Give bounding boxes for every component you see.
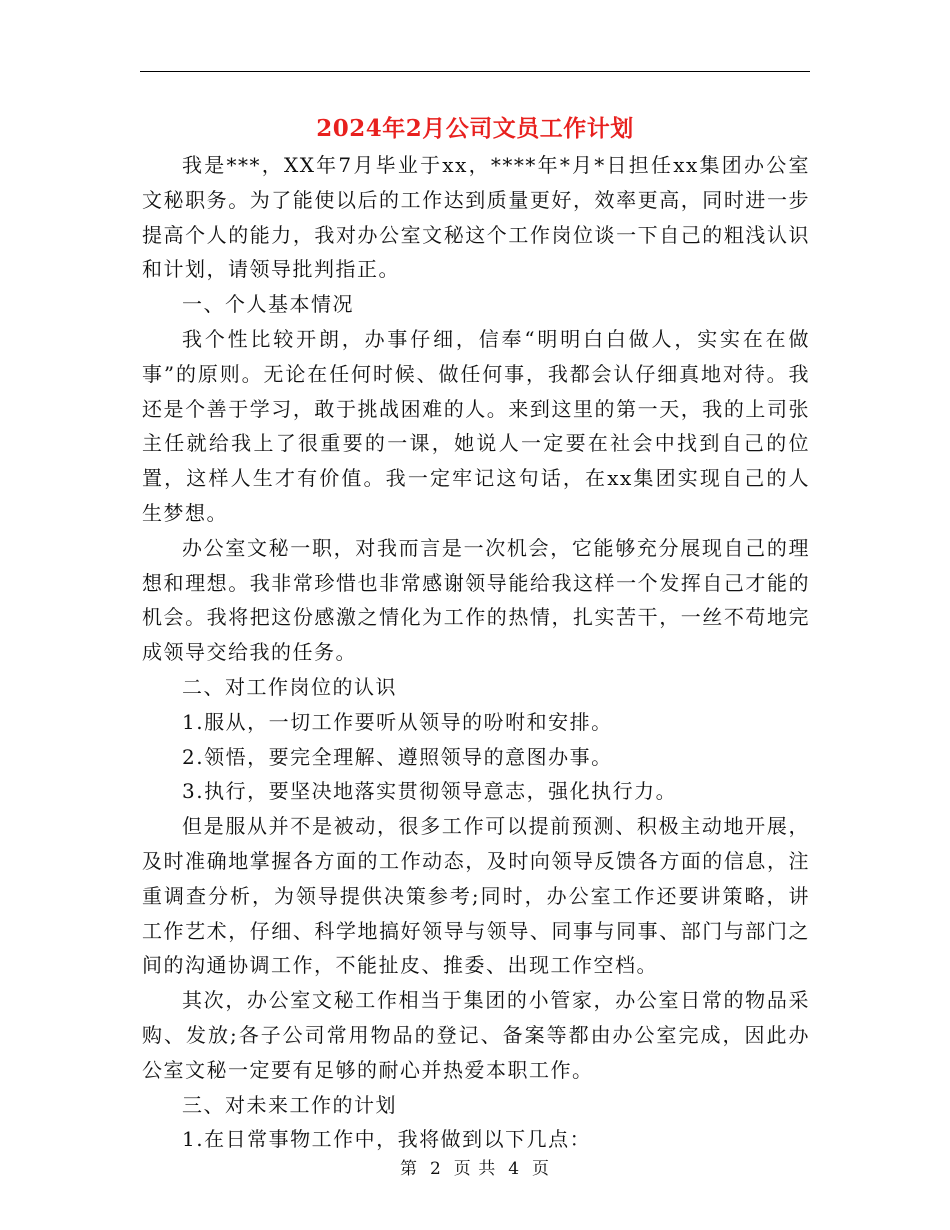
document-body (142, 148, 810, 1157)
paragraph-personal: 我个性比较开朗，办事仔细，信奉“明明白白做人，实实在在做事”的原则。无论在任何时候、做任何事，我都会认仔细真地对待。我还是个善于学习，敢于挑战困难的人。来到这里的第一天，我的上司张主任就给我上了很重要的一课，她说人一定要在社会中找到自己的位置，这样人生才有价值。我一定牢记这句话，在xx集团实现自己的人生梦想。 (142, 326, 810, 525)
list-item-3: 3.执行，要坚决地落实贯彻领导意志，强化执行力。 (182, 779, 678, 804)
list-item-plan-1: 1.在日常事物工作中，我将做到以下几点： (182, 1127, 592, 1152)
paragraph-opportunity: 办公室文秘一职，对我而言是一次机会，它能够充分展现自己的理想和理想。我非常珍惜也非常感谢领导能给我这样一个发挥自己才能的机会。我将把这份感激之情化为工作的热情，扎实苦干，一丝不苟地完成领导交给我的任务。 (142, 535, 810, 665)
footer-suffix: 页 (532, 1159, 551, 1179)
footer-middle: 页 共 (453, 1159, 497, 1179)
list-item-2: 2.领悟，要完全理解、遵照领导的意图办事。 (182, 744, 613, 769)
footer-total-pages: 4 (508, 1159, 521, 1179)
header-rule (140, 71, 810, 72)
paragraph-housekeeper: 其次，办公室文秘工作相当于集团的小管家，办公室日常的物品采购、发放;各子公司常用物品的登记、备案等都由办公室完成，因此办公室文秘一定要有足够的耐心并热爱本职工作。 (142, 988, 810, 1082)
section-heading-1: 一、个人基本情况 (182, 292, 354, 317)
paragraph-initiative: 但是服从并不是被动，很多工作可以提前预测、积极主动地开展，及时准确地掌握各方面的工作动态，及时向领导反馈各方面的信息，注重调查分析，为领导提供决策参考;同时，办公室工作还要讲策略，讲工作艺术，仔细、科学地搞好领导与领导、同事与同事、部门与部门之间的沟通协调工作，不能扯皮、推委、出现工作空档。 (142, 814, 810, 978)
footer-page-number: 2 (429, 1159, 442, 1179)
page-footer (0, 1154, 950, 1179)
document-title: 2024年2月公司文员工作计划 (316, 115, 634, 142)
section-heading-3: 三、对未来工作的计划 (182, 1092, 397, 1117)
footer-prefix: 第 (399, 1159, 418, 1179)
section-heading-2: 二、对工作岗位的认识 (182, 674, 397, 699)
paragraph-intro: 我是***，XX年7月毕业于xx，****年*月*日担任xx集团办公室文秘职务。为了能使以后的工作达到质量更好，效率更高，同时进一步提高个人的能力，我对办公室文秘这个工作岗位谈一下自己的粗浅认识和计划，请领导批判指正。 (142, 153, 810, 282)
list-item-1: 1.服从，一切工作要听从领导的吩咐和安排。 (182, 709, 613, 734)
